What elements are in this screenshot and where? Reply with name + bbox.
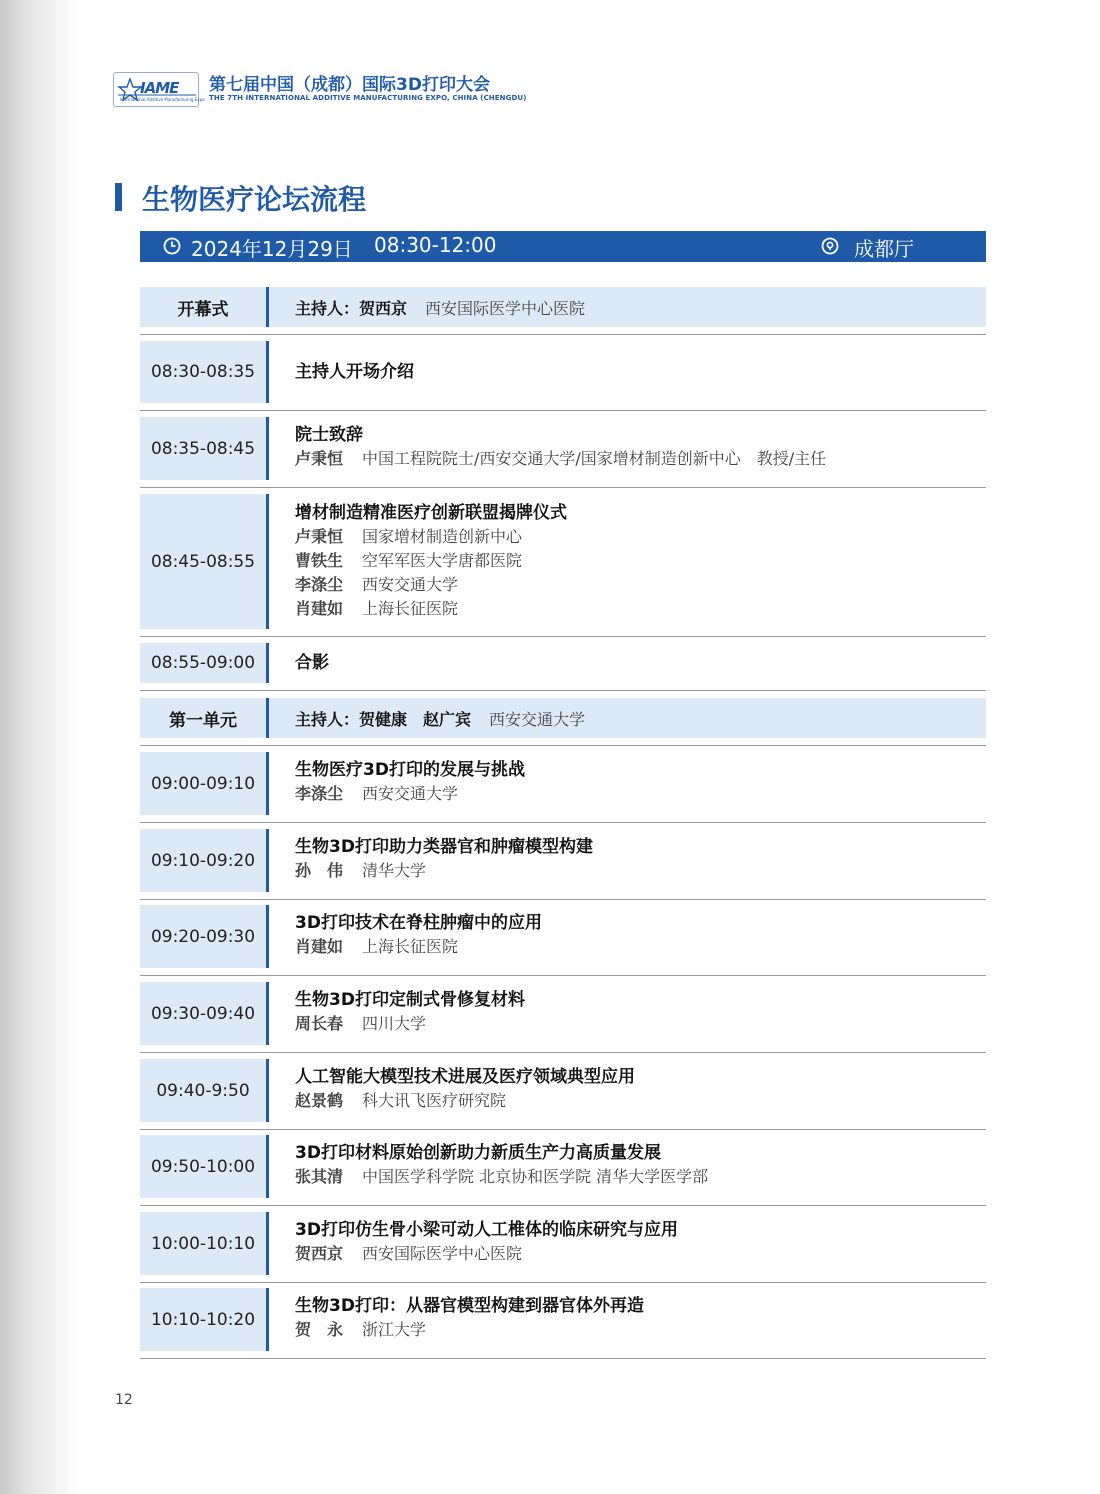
conference-subtitle: THE 7TH INTERNATIONAL ADDITIVE MANUFACTURING EXPO, CHINA (CHENGDU): [209, 94, 527, 102]
co-host-name: 赵广宾: [423, 709, 472, 729]
host-label: 主持人：贺西京: [295, 298, 408, 318]
time-slot: 08:55-09:00: [140, 643, 269, 683]
date-venue-banner: [140, 231, 986, 262]
speaker: [295, 525, 986, 549]
time-slot: 09:10-09:20: [140, 829, 269, 892]
talk-title: 3D打印仿生骨小梁可动人工椎体的临床研究与应用: [295, 1220, 678, 1240]
host-affiliation: 西安交通大学: [489, 709, 586, 729]
talk-title: 生物3D打印：从器官模型构建到器官体外再造: [295, 1296, 644, 1316]
session-row-opening: [140, 287, 986, 335]
speaker: [295, 1318, 986, 1342]
time-slot: 09:40-9:50: [140, 1059, 269, 1122]
speaker: [295, 1242, 986, 1266]
talk-title: 3D打印材料原始创新助力新质生产力高质量发展: [295, 1143, 661, 1163]
time-slot: 09:20-09:30: [140, 905, 269, 968]
speaker-affiliation: 浙江大学: [362, 1320, 427, 1339]
time-slot: 08:30-08:35: [140, 341, 269, 403]
logo-text: IAME: [140, 79, 179, 97]
speaker-affiliation: 中国医学科学院 北京协和医学院 清华大学医学部: [362, 1167, 709, 1186]
talk-title: 合影: [295, 653, 329, 673]
speaker-name: 贺西京: [295, 1244, 344, 1263]
host-affiliation: 西安国际医学中心医院: [425, 298, 586, 318]
agenda-row: [140, 643, 986, 691]
session-label: 第一单元: [140, 698, 269, 738]
time-slot: 09:30-09:40: [140, 982, 269, 1045]
speaker-name: 贺 永: [295, 1320, 344, 1339]
speaker: [295, 935, 986, 959]
agenda-row: [140, 982, 986, 1053]
iame-logo: [113, 72, 205, 107]
talk-title: 增材制造精准医疗创新联盟揭牌仪式: [295, 503, 567, 523]
session-row-unit-1: [140, 698, 986, 746]
speaker: [295, 549, 986, 573]
time-slot: 08:35-08:45: [140, 417, 269, 480]
speaker: [295, 1089, 986, 1113]
talk-title: 人工智能大模型技术进展及医疗领域典型应用: [295, 1067, 635, 1087]
section-title: 生物医疗论坛流程: [142, 183, 367, 216]
speaker-affiliation: 西安交通大学: [362, 784, 459, 803]
speaker: [295, 782, 986, 806]
speaker-affiliation: 科大讯飞医疗研究院: [362, 1091, 507, 1110]
speaker-affiliation: 空军军医大学唐都医院: [362, 551, 523, 570]
agenda-row: [140, 752, 986, 823]
agenda-row: [140, 905, 986, 976]
talk-title: 生物3D打印定制式骨修复材料: [295, 990, 525, 1010]
speaker: [295, 1012, 986, 1036]
speaker-affiliation: 西安交通大学: [362, 575, 459, 594]
agenda-row: [140, 1135, 986, 1206]
speaker-affiliation: 中国工程院院士/西安交通大学/国家增材制造创新中心 教授/主任: [362, 449, 827, 468]
speaker-name: 肖建如: [295, 937, 344, 956]
agenda-row: [140, 494, 986, 637]
speaker-affiliation: 西安国际医学中心医院: [362, 1244, 523, 1263]
clock-icon: [162, 236, 182, 260]
talk-title: 生物医疗3D打印的发展与挑战: [295, 760, 525, 780]
speaker: [295, 1165, 986, 1189]
session-label: 开幕式: [140, 287, 269, 327]
speaker: [295, 447, 986, 471]
speaker-name: 肖建如: [295, 599, 344, 618]
talk-title: 3D打印技术在脊柱肿瘤中的应用: [295, 913, 542, 933]
agenda-row: [140, 1288, 986, 1359]
speaker-affiliation: 清华大学: [362, 861, 427, 880]
time-slot: 08:45-08:55: [140, 494, 269, 629]
banner-date: 2024年12月29日: [191, 237, 353, 261]
time-slot: 09:00-09:10: [140, 752, 269, 815]
speaker-name: 李涤尘: [295, 575, 344, 594]
banner-venue: 成都厅: [854, 237, 914, 261]
location-pin-icon: [820, 236, 840, 260]
conference-title: 第七届中国（成都）国际3D打印大会: [209, 75, 490, 95]
host-label: 主持人：贺健康: [295, 709, 408, 729]
section-accent-bar: [115, 183, 122, 211]
speaker-name: 李涤尘: [295, 784, 344, 803]
speaker-name: 卢秉恒: [295, 449, 344, 468]
talk-title: 生物3D打印助力类器官和肿瘤模型构建: [295, 837, 593, 857]
time-slot: 10:10-10:20: [140, 1288, 269, 1351]
agenda-row: [140, 341, 986, 411]
agenda-row: [140, 829, 986, 900]
talk-title: 主持人开场介绍: [295, 362, 414, 382]
agenda-row: [140, 1212, 986, 1283]
speaker-name: 曹铁生: [295, 551, 344, 570]
page-number: 12: [115, 1392, 133, 1408]
agenda-row: [140, 1059, 986, 1130]
banner-time: 08:30-12:00: [374, 233, 497, 257]
speaker: [295, 597, 986, 621]
speaker: [295, 573, 986, 597]
logo-subtext: International Additive Manufacturing Expo: [120, 97, 205, 102]
speaker: [295, 859, 986, 883]
speaker-name: 赵景鹤: [295, 1091, 344, 1110]
speaker-name: 卢秉恒: [295, 527, 344, 546]
speaker-affiliation: 国家增材制造创新中心: [362, 527, 523, 546]
agenda-row: [140, 417, 986, 488]
page-binding-shadow: [0, 0, 78, 1494]
speaker-affiliation: 上海长征医院: [362, 599, 459, 618]
speaker-name: 孙 伟: [295, 861, 344, 880]
time-slot: 09:50-10:00: [140, 1135, 269, 1198]
speaker-name: 张其清: [295, 1167, 344, 1186]
time-slot: 10:00-10:10: [140, 1212, 269, 1275]
speaker-affiliation: 上海长征医院: [362, 937, 459, 956]
speaker-name: 周长春: [295, 1014, 344, 1033]
speaker-affiliation: 四川大学: [362, 1014, 427, 1033]
talk-title: 院士致辞: [295, 425, 363, 445]
